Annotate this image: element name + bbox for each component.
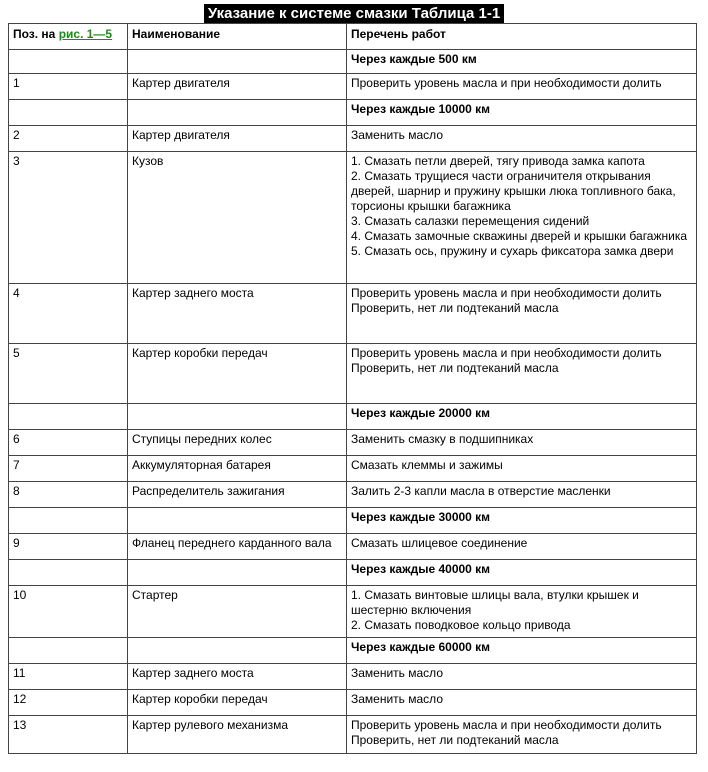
table-row: [9, 284, 697, 344]
work-list: [347, 430, 697, 456]
work-item: Проверить уровень масла и при необходимости долить: [351, 718, 662, 732]
work-list: [347, 534, 697, 560]
position-number: 9: [9, 534, 128, 560]
table-row: [9, 344, 697, 404]
work-list: [347, 716, 697, 754]
work-list: [347, 126, 697, 152]
work-list: [347, 690, 697, 716]
work-item: Проверить, нет ли подтеканий масла: [351, 361, 559, 375]
table-row: [9, 482, 697, 508]
position-number: 6: [9, 430, 128, 456]
interval-label: Через каждые 20000 км: [347, 404, 697, 430]
interval-row: [9, 100, 697, 126]
table-body: [9, 50, 697, 754]
interval-label: Через каждые 10000 км: [347, 100, 697, 126]
work-item: 3. Смазать салазки перемещения сидений: [351, 214, 590, 228]
work-item: Проверить уровень масла и при необходимости долить: [351, 76, 662, 90]
work-list: [347, 482, 697, 508]
item-name: Кузов: [128, 152, 347, 284]
work-item: Залить 2-3 капли масла в отверстие масленки: [351, 484, 611, 498]
page-title: Указание к системе смазки Таблица 1-1: [204, 4, 504, 24]
interval-row: [9, 560, 697, 586]
work-item: 5. Смазать ось, пружину и сухарь фиксатора замка двери: [351, 244, 674, 258]
position-number: 5: [9, 344, 128, 404]
interval-label: Через каждые 30000 км: [347, 508, 697, 534]
empty-cell: [128, 508, 347, 534]
empty-cell: [128, 404, 347, 430]
item-name: Распределитель зажигания: [128, 482, 347, 508]
interval-row: [9, 508, 697, 534]
work-item: Проверить, нет ли подтеканий масла: [351, 733, 559, 747]
empty-cell: [128, 638, 347, 664]
position-number: 7: [9, 456, 128, 482]
work-list: [347, 152, 697, 284]
position-number: 3: [9, 152, 128, 284]
position-number: 12: [9, 690, 128, 716]
interval-label: Через каждые 60000 км: [347, 638, 697, 664]
item-name: Картер заднего моста: [128, 664, 347, 690]
position-number: 2: [9, 126, 128, 152]
work-item: 4. Смазать замочные скважины дверей и крышки багажника: [351, 229, 688, 243]
work-item: 1. Смазать петли дверей, тягу привода замка капота: [351, 154, 645, 168]
table-row: [9, 126, 697, 152]
item-name: Картер рулевого механизма: [128, 716, 347, 754]
item-name: Картер коробки передач: [128, 690, 347, 716]
empty-cell: [9, 560, 128, 586]
item-name: Стартер: [128, 586, 347, 638]
work-item: 2. Смазать трущиеся части ограничителя открывания дверей, шарнир и пружину крышки люка топливного бака, торсионы крышки багажника: [351, 169, 676, 213]
work-list: [347, 284, 697, 344]
position-number: 13: [9, 716, 128, 754]
work-item: Проверить уровень масла и при необходимости долить: [351, 286, 662, 300]
position-number: 11: [9, 664, 128, 690]
work-item: Проверить, нет ли подтеканий масла: [351, 301, 559, 315]
item-name: Картер двигателя: [128, 126, 347, 152]
title-bar: [0, 4, 708, 24]
empty-cell: [128, 100, 347, 126]
work-list: [347, 74, 697, 100]
position-number: 4: [9, 284, 128, 344]
header-name: Наименование: [128, 24, 347, 50]
work-item: Смазать клеммы и зажимы: [351, 458, 503, 472]
item-name: Аккумуляторная батарея: [128, 456, 347, 482]
table-row: [9, 534, 697, 560]
table-row: [9, 690, 697, 716]
interval-row: [9, 404, 697, 430]
work-list: [347, 664, 697, 690]
header-works: Перечень работ: [347, 24, 697, 50]
position-number: 8: [9, 482, 128, 508]
work-list: [347, 344, 697, 404]
work-item: Заменить масло: [351, 692, 443, 706]
empty-cell: [9, 638, 128, 664]
table-row: [9, 664, 697, 690]
work-item: Проверить уровень масла и при необходимости долить: [351, 346, 662, 360]
figure-link[interactable]: рис. 1—5: [58, 27, 113, 41]
item-name: Фланец переднего карданного вала: [128, 534, 347, 560]
table-row: [9, 74, 697, 100]
work-item: Заменить масло: [351, 666, 443, 680]
table-row: [9, 430, 697, 456]
table-row: [9, 586, 697, 638]
position-number: 1: [9, 74, 128, 100]
work-item: Смазать шлицевое соединение: [351, 536, 528, 550]
empty-cell: [9, 508, 128, 534]
item-name: Ступицы передних колес: [128, 430, 347, 456]
empty-cell: [128, 50, 347, 74]
work-item: Заменить смазку в подшипниках: [351, 432, 534, 446]
table-row: [9, 456, 697, 482]
work-item: 1. Смазать винтовые шлицы вала, втулки крышек и шестерню включения: [351, 588, 639, 617]
work-list: [347, 586, 697, 638]
item-name: Картер двигателя: [128, 74, 347, 100]
interval-row: [9, 638, 697, 664]
work-item: Заменить масло: [351, 128, 443, 142]
empty-cell: [9, 404, 128, 430]
empty-cell: [128, 560, 347, 586]
table-row: [9, 716, 697, 754]
item-name: Картер заднего моста: [128, 284, 347, 344]
interval-label: Через каждые 40000 км: [347, 560, 697, 586]
empty-cell: [9, 50, 128, 74]
empty-cell: [9, 100, 128, 126]
position-number: 10: [9, 586, 128, 638]
table-row: [9, 152, 697, 284]
interval-label: Через каждые 500 км: [347, 50, 697, 74]
work-list: [347, 456, 697, 482]
interval-row: [9, 50, 697, 74]
lubrication-table: [8, 23, 697, 754]
work-item: 2. Смазать поводковое кольцо привода: [351, 618, 571, 632]
item-name: Картер коробки передач: [128, 344, 347, 404]
table-header-row: [9, 24, 697, 50]
header-pos-prefix: Поз. на: [13, 27, 59, 41]
header-pos: [9, 24, 128, 50]
